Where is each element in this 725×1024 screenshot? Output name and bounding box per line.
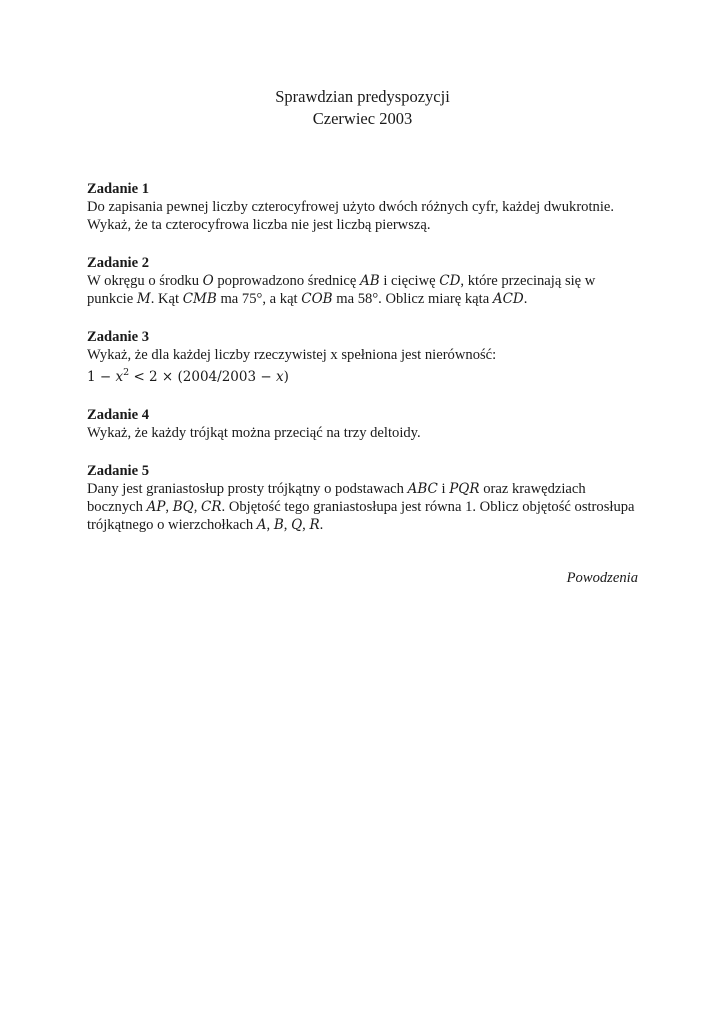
text-run: oraz krawędziach <box>479 480 586 497</box>
text-run: , <box>193 498 202 515</box>
task-5-line-3 <box>87 516 647 534</box>
math-symbol: AB <box>360 273 380 289</box>
text-run: . Objętość tego graniastosłupa jest równa 1. Oblicz objętość ostrosłupa <box>221 498 635 515</box>
math-symbol: ACD <box>492 291 524 307</box>
math-symbol: R <box>309 516 320 533</box>
text-run: . <box>523 291 528 307</box>
text-run: ma 58°. Oblicz miarę kąta <box>332 291 493 307</box>
text-run: W okręgu o środku <box>87 273 203 289</box>
formula-part: 1 − <box>87 368 116 385</box>
text-run: poprowadzono średnicę <box>213 273 361 289</box>
formula-part: ) <box>283 368 289 385</box>
task-3 <box>87 328 647 386</box>
math-symbol: A <box>256 516 267 533</box>
text-run: bocznych <box>87 498 147 515</box>
text-run: Dany jest graniastosłup prosty trójkątny o podstawach <box>87 480 408 497</box>
math-symbol: CR <box>201 498 222 515</box>
formula-variable: x <box>275 368 284 385</box>
math-symbol: CMB <box>182 291 217 307</box>
math-symbol: B <box>273 516 284 533</box>
math-symbol: Q <box>291 516 303 533</box>
tasks-list <box>87 180 647 554</box>
text-run: trójkątnego o wierzchołkach <box>87 516 257 533</box>
task-2-title: Zadanie 2 <box>87 255 150 271</box>
task-1-title: Zadanie 1 <box>87 181 150 197</box>
text-run: ma 75°, a kąt <box>216 291 302 307</box>
text-run: i <box>437 480 450 497</box>
task-5-title: Zadanie 5 <box>87 462 150 479</box>
task-1-line-1: Do zapisania pewnej liczby czterocyfrowej użyto dwóch różnych cyfr, każdej dwukrotnie. <box>87 199 615 215</box>
task-2-line-1 <box>87 272 647 290</box>
task-2 <box>87 254 647 308</box>
text-run: punkcie <box>87 291 137 307</box>
text-run: , <box>283 516 292 533</box>
document-title: Sprawdzian predyspozycji <box>275 87 450 106</box>
math-symbol: AP <box>146 498 166 515</box>
document-date: Czerwiec 2003 <box>312 109 413 128</box>
task-1-line-2: Wykaż, że ta czterocyfrowa liczba nie jest liczbą pierwszą. <box>87 217 431 233</box>
task-3-line-1: Wykaż, że dla każdej liczby rzeczywistej x spełniona jest nierówność: <box>87 347 497 363</box>
text-run: . Kąt <box>150 291 183 307</box>
task-4-title: Zadanie 4 <box>87 406 150 423</box>
inequality-formula <box>87 364 647 386</box>
text-run: , <box>266 516 274 533</box>
document-header <box>0 86 725 130</box>
math-symbol: M <box>136 291 151 307</box>
text-run: . <box>319 516 324 533</box>
task-2-line-2 <box>87 290 647 308</box>
math-symbol: COB <box>301 291 333 307</box>
text-run: , <box>302 516 310 533</box>
formula-exponent: 2 <box>123 367 130 378</box>
text-run: , które przecinają się w <box>460 273 596 289</box>
math-symbol: CD <box>439 273 461 289</box>
task-5-line-2 <box>87 498 647 516</box>
text-run: , <box>165 498 173 515</box>
task-1 <box>87 180 647 234</box>
task-4-line-1: Wykaż, że każdy trójkąt można przeciąć na trzy deltoidy. <box>87 424 421 441</box>
closing-greeting: Powodzenia <box>566 570 638 586</box>
math-symbol: O <box>202 273 214 289</box>
math-symbol: ABC <box>407 480 438 497</box>
task-3-title: Zadanie 3 <box>87 329 150 345</box>
task-5-line-1 <box>87 480 647 498</box>
task-4 <box>87 406 647 442</box>
math-symbol: PQR <box>449 480 480 497</box>
task-5 <box>87 462 647 534</box>
formula-variable: x <box>115 368 124 385</box>
text-run: i cięciwę <box>379 273 440 289</box>
math-symbol: BQ <box>172 498 194 515</box>
formula-part: < 2 × (2004/2003 − <box>129 368 276 385</box>
